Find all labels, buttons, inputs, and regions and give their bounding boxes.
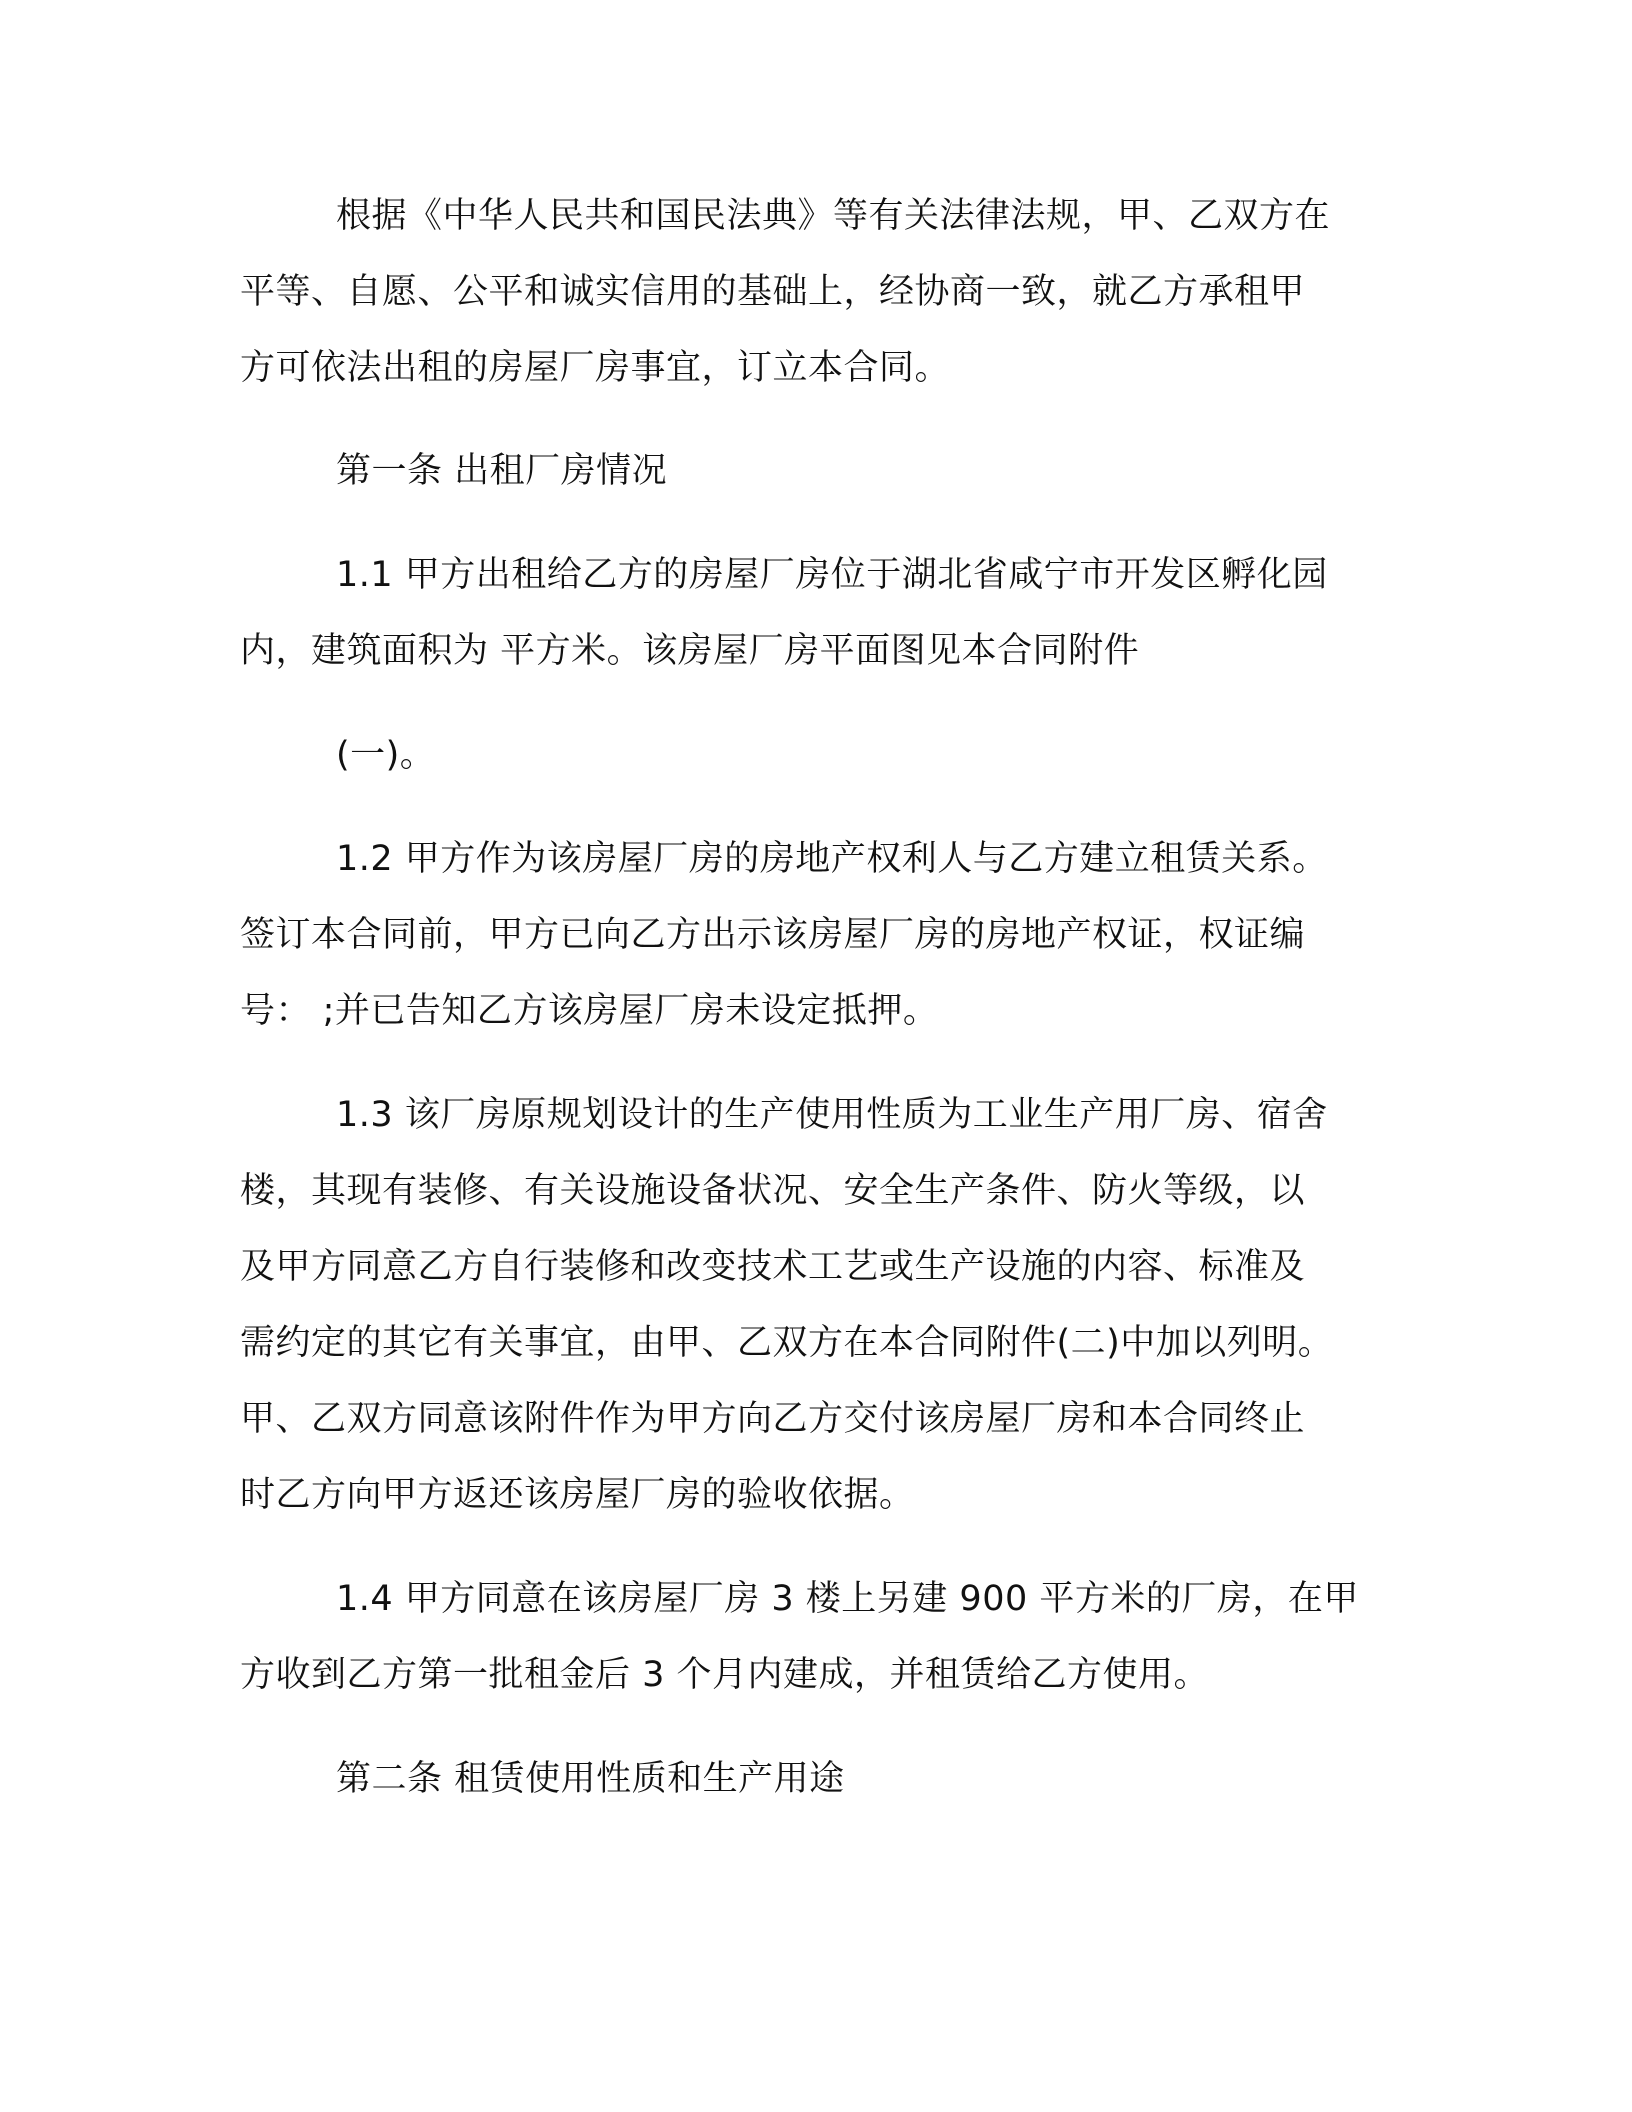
clause-1-3-line-6: 时乙方向甲方返还该房屋厂房的验收依据。: [240, 1475, 915, 1515]
article-1-heading: 第一条 出租厂房情况: [336, 451, 668, 491]
clause-1-3-line-2: 楼，其现有装修、有关设施设备状况、安全生产条件、防火等级，以: [240, 1171, 1306, 1211]
clause-1-4-line-1: 1.4 甲方同意在该房屋厂房 3 楼上另建 900 平方米的厂房，在甲: [336, 1579, 1359, 1619]
clause-1-1-line-1: 1.1 甲方出租给乙方的房屋厂房位于湖北省咸宁市开发区孵化园: [336, 555, 1328, 595]
clause-1-1-line-2: 内，建筑面积为 平方米。该房屋厂房平面图见本合同附件: [240, 631, 1140, 671]
clause-1-2-line-2: 签订本合同前，甲方已向乙方出示该房屋厂房的房地产权证，权证编: [240, 915, 1306, 955]
preamble-line-3: 方可依法出租的房屋厂房事宜，订立本合同。: [240, 348, 951, 388]
clause-1-2-line-3: 号： ;并已告知乙方该房屋厂房未设定抵押。: [240, 991, 939, 1031]
clause-1-3-line-4: 需约定的其它有关事宜，由甲、乙双方在本合同附件(二)中加以列明。: [240, 1323, 1334, 1363]
clause-1-3-line-5: 甲、乙双方同意该附件作为甲方向乙方交付该房屋厂房和本合同终止: [240, 1399, 1306, 1439]
clause-1-3-line-1: 1.3 该厂房原规划设计的生产使用性质为工业生产用厂房、宿舍: [336, 1095, 1328, 1135]
clause-1-1-continuation: (一)。: [336, 735, 436, 775]
article-2-heading: 第二条 租赁使用性质和生产用途: [336, 1759, 845, 1799]
preamble-line-1: 根据《中华人民共和国民法典》等有关法律法规，甲、乙双方在: [336, 196, 1331, 236]
preamble-line-2: 平等、自愿、公平和诚实信用的基础上，经协商一致，就乙方承租甲: [240, 272, 1306, 312]
clause-1-3-line-3: 及甲方同意乙方自行装修和改变技术工艺或生产设施的内容、标准及: [240, 1247, 1306, 1287]
clause-1-4-line-2: 方收到乙方第一批租金后 3 个月内建成，并租赁给乙方使用。: [240, 1655, 1210, 1695]
clause-1-2-line-1: 1.2 甲方作为该房屋厂房的房地产权利人与乙方建立租赁关系。: [336, 839, 1328, 879]
